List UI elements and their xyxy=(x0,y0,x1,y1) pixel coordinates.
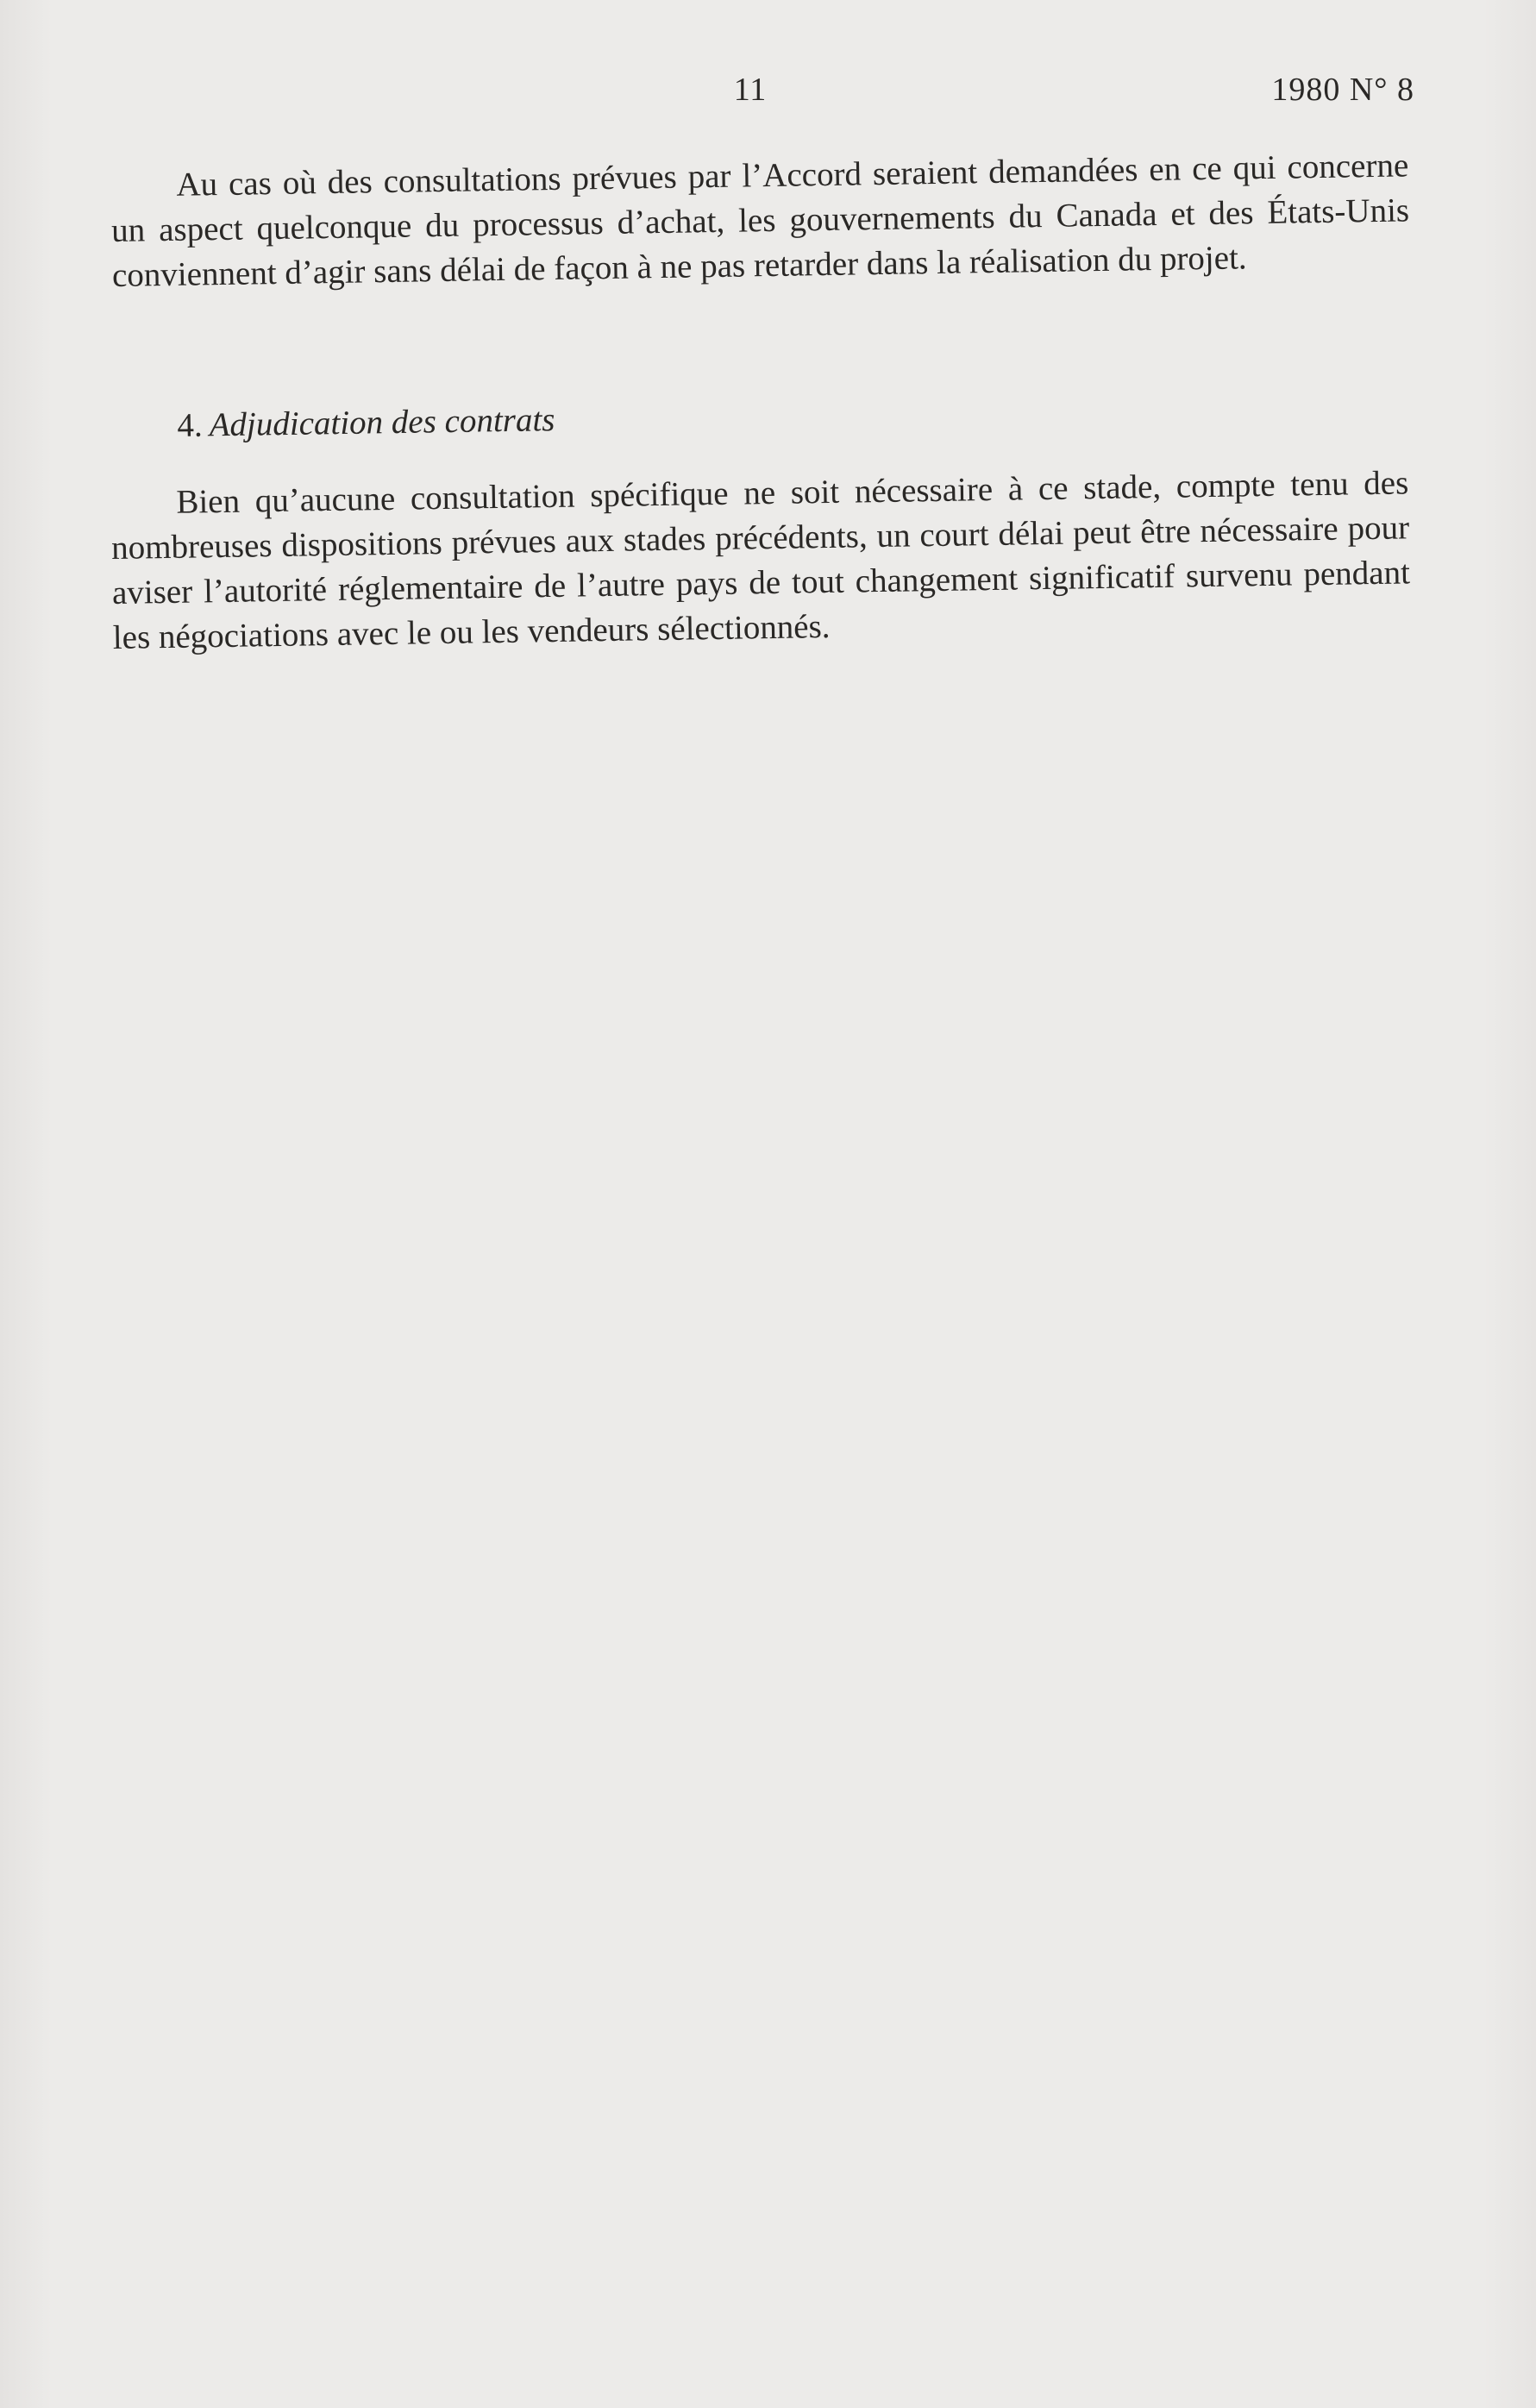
paragraph-text: Bien qu’aucune consultation spécifique ne soit nécessaire à ce stade, compte tenu des nombreuses dispositions prévues aux stades précédents, un court délai peut être nécessaire pour aviser l’autorité réglementaire de l’autre pays de tout changement significatif survenu pendant les négociations avec le ou les vendeurs sélectionnés. xyxy=(110,464,1411,656)
section-number: 4. xyxy=(177,406,203,444)
paragraph-consultations xyxy=(110,143,1410,298)
paragraph-text: Au cas où des consultations prévues par l’Accord seraient demandées en ce qui concerne un aspect quelconque du processus d’achat, les gouvernements du Canada et des États-Unis conviennent d’agir sans délai de façon à ne pas retarder dans la réalisation du projet. xyxy=(110,147,1410,294)
issue-label: 1980 N° 8 xyxy=(1271,72,1414,108)
section-title: Adjudication des contrats xyxy=(209,401,555,444)
paragraph-adjudication xyxy=(110,461,1411,661)
page-number: 11 xyxy=(733,72,768,108)
section-heading xyxy=(177,398,555,448)
